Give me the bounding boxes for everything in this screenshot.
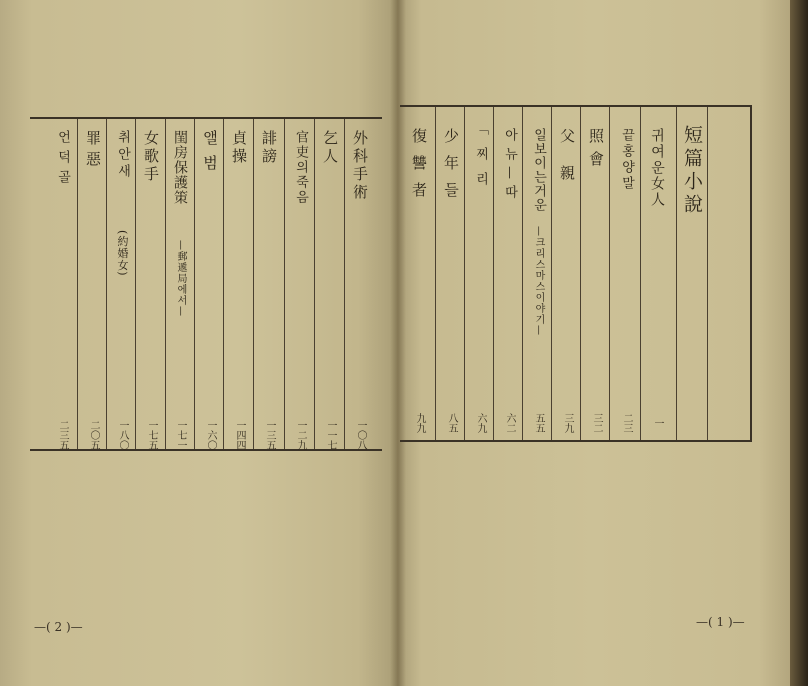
- entry-page: 一八〇: [117, 420, 128, 450]
- toc-entry[interactable]: [166, 120, 194, 448]
- entry-page: 二三: [621, 413, 632, 433]
- frame-right-border: [750, 105, 752, 442]
- column-divider: [253, 119, 254, 449]
- entry-page: 二三五: [57, 420, 68, 450]
- entry-title: 罪惡: [84, 130, 102, 172]
- entry-page: 一七五: [146, 420, 157, 450]
- entry-page: 二〇五: [88, 420, 99, 450]
- entry-page: 一七一: [175, 420, 186, 450]
- entry-subtitle: (約婚女): [116, 230, 129, 277]
- column-divider: [77, 119, 78, 449]
- entry-page: 一二九: [295, 420, 306, 450]
- column-divider: [194, 119, 195, 449]
- toc-entry[interactable]: [466, 108, 494, 438]
- entry-page: 九九: [414, 413, 425, 433]
- entry-page: 一三五: [264, 420, 275, 450]
- toc-entry[interactable]: [405, 108, 433, 438]
- entry-title: 少年들: [442, 128, 460, 209]
- entry-title: 일보이는거운: [531, 128, 546, 212]
- entry-title: 女歌手: [142, 130, 160, 184]
- entry-page: 六二: [504, 413, 515, 433]
- column-divider: [435, 107, 436, 440]
- toc-entry[interactable]: [346, 120, 374, 448]
- column-divider: [676, 107, 677, 440]
- entry-title: 照會: [587, 128, 605, 174]
- right-bottom-rule: [400, 440, 750, 442]
- toc-entry[interactable]: [225, 120, 253, 448]
- entry-title: 언덕골: [55, 130, 70, 190]
- entry-title: 乞人: [321, 130, 339, 166]
- toc-entry[interactable]: [316, 120, 344, 448]
- entry-subtitle: —郵遞局에서—: [175, 240, 186, 317]
- entry-subtitle: —크리스마스이야기—: [533, 226, 544, 336]
- entry-page: 一〇八: [355, 420, 366, 450]
- toc-entry[interactable]: [524, 108, 552, 438]
- toc-entry[interactable]: [286, 120, 314, 448]
- toc-entry[interactable]: [582, 108, 610, 438]
- right-top-rule: [400, 105, 750, 107]
- column-divider: [344, 119, 345, 449]
- column-divider: [314, 119, 315, 449]
- entry-page: 八五: [446, 413, 457, 433]
- toc-entry[interactable]: [495, 108, 523, 438]
- entry-title: 誹謗: [260, 130, 278, 166]
- toc-entry[interactable]: [437, 108, 465, 438]
- page-number-left: —( 2 )—: [34, 620, 83, 634]
- entry-page: 一四四: [234, 420, 245, 450]
- toc-entry[interactable]: [108, 120, 136, 448]
- toc-entry[interactable]: [255, 120, 283, 448]
- entry-page: 一: [652, 418, 663, 428]
- column-divider: [707, 107, 708, 440]
- toc-entry[interactable]: [48, 120, 76, 448]
- entry-page: 三九: [562, 413, 573, 433]
- entry-page: 六九: [475, 413, 486, 433]
- left-top-rule: [30, 117, 382, 119]
- entry-title: 앨범: [201, 130, 219, 180]
- entry-title: 貞操: [230, 130, 248, 166]
- entry-title: 官吏의죽음: [293, 130, 308, 205]
- entry-page: 五五: [533, 413, 544, 433]
- entry-page: 一六〇: [205, 420, 216, 450]
- toc-entry[interactable]: [196, 120, 224, 448]
- entry-page: 一一七: [325, 420, 336, 450]
- column-divider: [284, 119, 285, 449]
- toc-entry[interactable]: [553, 108, 581, 438]
- entry-page: 三二: [591, 413, 602, 433]
- entry-title: 끝홍양말: [619, 128, 634, 192]
- entry-title: 「찌리: [473, 122, 488, 197]
- section-heading: 短篇小說: [681, 125, 703, 217]
- entry-title: 귀여운女人: [649, 128, 665, 208]
- entry-title: 父親: [558, 128, 576, 202]
- page-number-right: —( 1 )—: [696, 615, 745, 629]
- page-edge: [790, 0, 808, 686]
- entry-title: 閨房保護策: [172, 130, 188, 205]
- toc-entry[interactable]: [137, 120, 165, 448]
- entry-title: 아뉴—따: [502, 128, 517, 204]
- entry-title: 外科手術: [351, 130, 369, 202]
- book-gutter: [390, 0, 406, 686]
- entry-title: 復讐者: [410, 128, 428, 209]
- toc-entry[interactable]: [79, 120, 107, 448]
- toc-entry[interactable]: [612, 108, 640, 438]
- entry-title: 취안새: [115, 130, 130, 181]
- column-divider: [640, 107, 641, 440]
- toc-entry[interactable]: [643, 108, 671, 438]
